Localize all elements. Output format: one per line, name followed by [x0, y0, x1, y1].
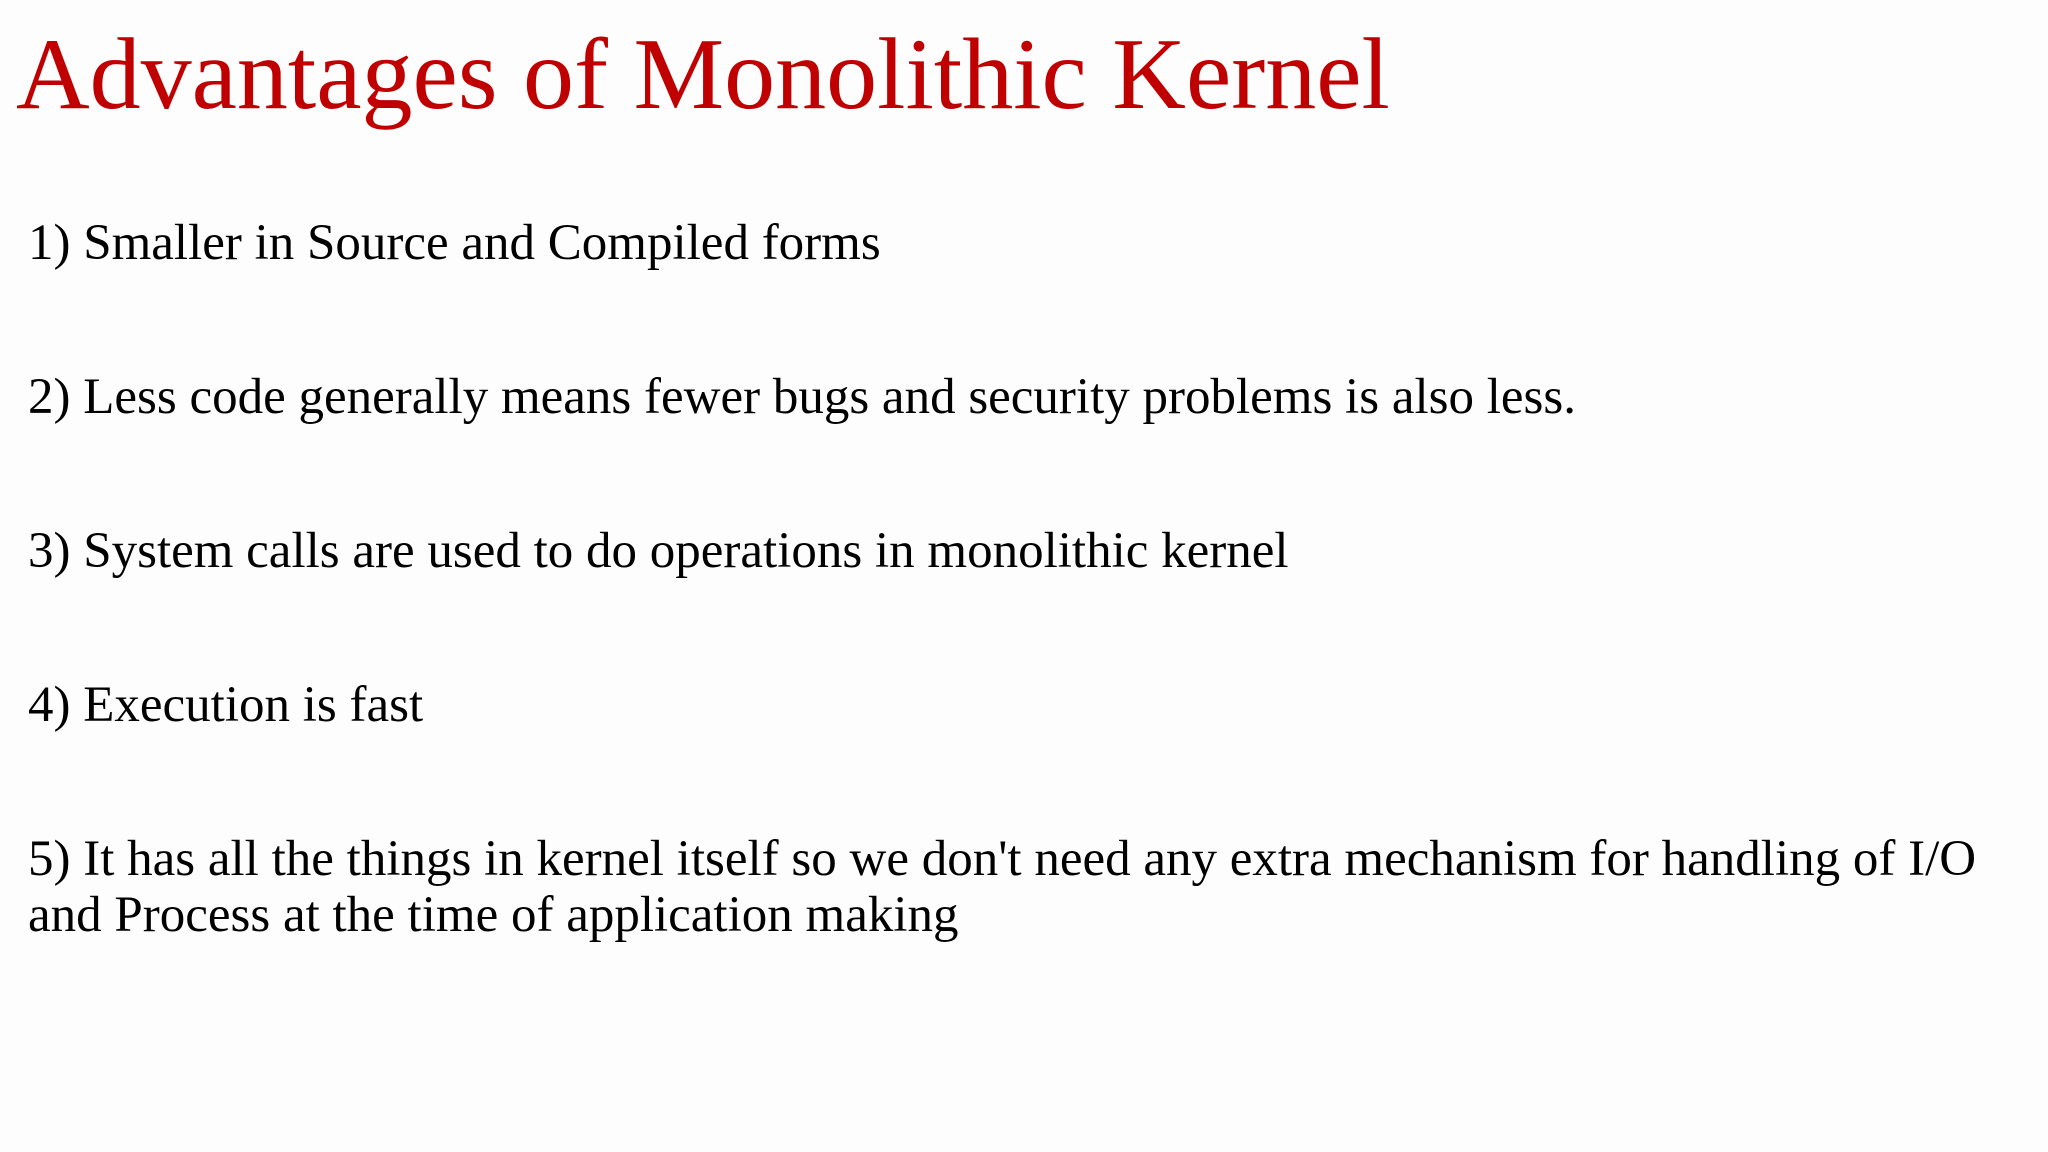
list-item-text: 1) Smaller in Source and Compiled forms [28, 215, 881, 271]
list-item-text: 3) System calls are used to do operations in monolithic kernel [28, 523, 1289, 579]
list-item [28, 523, 2018, 579]
list-item-text: 4) Execution is fast [28, 677, 424, 733]
list-item [28, 677, 2018, 733]
list-item-text: 5) It has all the things in kernel itself so we don't need any extra mechanism for handling of I/O [28, 831, 1977, 887]
list-item [28, 831, 2018, 943]
list-item [28, 369, 2018, 425]
list-item-text-continuation: and Process at the time of application making [28, 887, 959, 943]
slide-title: Advantages of Monolithic Kernel [16, 18, 1390, 131]
list-item-text: 2) Less code generally means fewer bugs and security problems is also less. [28, 369, 1576, 425]
list-item [28, 215, 2018, 271]
